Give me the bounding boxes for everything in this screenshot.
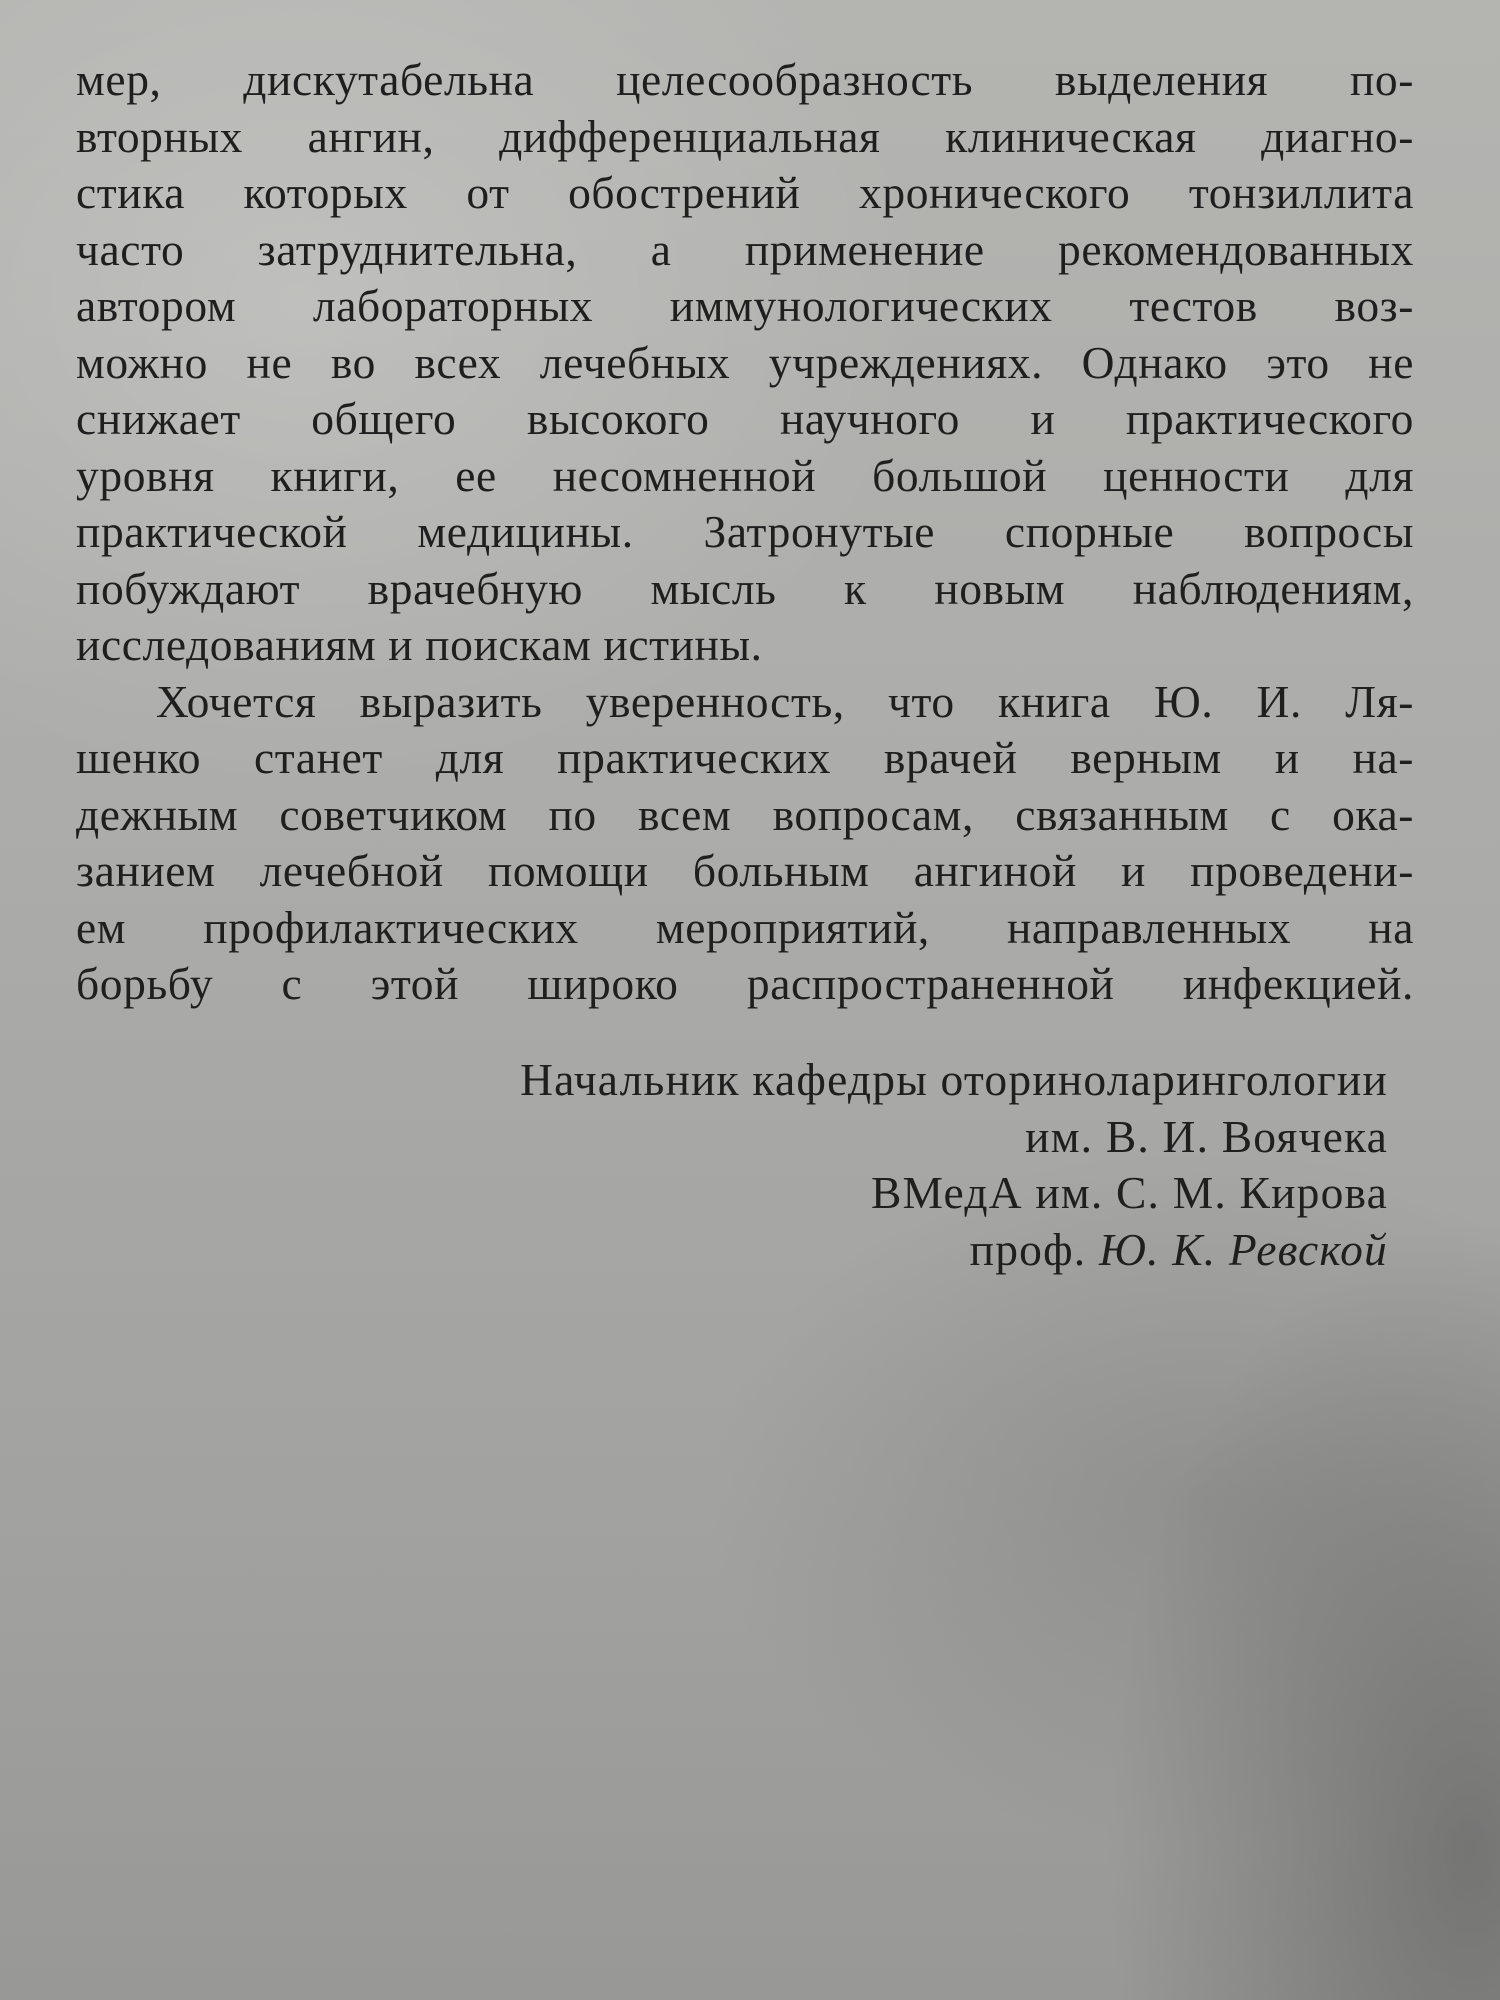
text-line: дежным советчиком по всем вопросам, связанным с ока- bbox=[76, 788, 1414, 840]
signature-name: Ю. К. Ревской bbox=[1098, 1223, 1388, 1275]
text-line: побуждают врачебную мысль к новым наблюдениям, bbox=[76, 562, 1414, 614]
text-line: борьбу с этой широко распространенной инфекцией. bbox=[76, 958, 1414, 1009]
text-line: мер, дискутабельна целесообразность выделения по- bbox=[76, 54, 1414, 105]
text-line: практической медицины. Затронутые спорные вопросы bbox=[76, 506, 1414, 557]
text-line: можно не во всех лечебных учреждениях. Однако это не bbox=[76, 336, 1414, 388]
text-line: ем профилактических мероприятий, направленных на bbox=[76, 901, 1414, 953]
text-line: исследованиям и поискам истины. bbox=[76, 619, 763, 670]
text-line: шенко станет для практических врачей верным и на- bbox=[76, 732, 1414, 783]
signature-author-line bbox=[288, 1222, 1388, 1279]
text-line: снижает общего высокого научного и практического bbox=[76, 393, 1414, 444]
body-text bbox=[76, 52, 1414, 1013]
text-line: часто затруднительна, а применение рекомендованных bbox=[76, 223, 1414, 275]
text-line: уровня книги, ее несомненной большой ценности для bbox=[76, 449, 1414, 501]
signature-title: проф. bbox=[969, 1223, 1087, 1275]
signature-department: им. В. И. Воячека bbox=[1025, 1110, 1388, 1162]
signature-position: Начальник кафедры оториноларингологии bbox=[520, 1054, 1388, 1105]
text-line: занием лечебной помощи больным ангиной и проведени- bbox=[76, 845, 1414, 896]
text-line: стика которых от обострений хронического тонзиллита bbox=[76, 167, 1414, 218]
signature-institution: ВМедА им. С. М. Кирова bbox=[870, 1167, 1388, 1218]
signature-block bbox=[288, 1052, 1388, 1278]
text-line: вторных ангин, дифференциальная клиническая диагно- bbox=[76, 110, 1414, 162]
paragraph-start-line: Хочется выразить уверенность, что книга Ю. И. Ля- bbox=[156, 675, 1414, 727]
text-line: автором лабораторных иммунологических тестов воз- bbox=[76, 280, 1414, 331]
